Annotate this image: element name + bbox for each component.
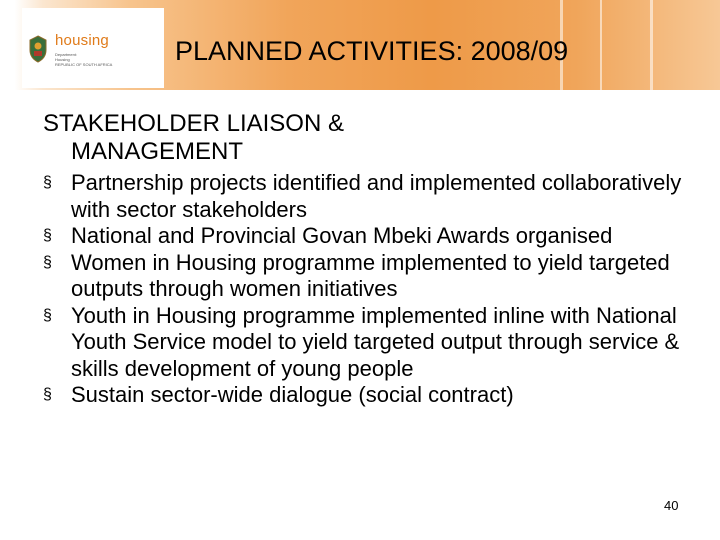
bullet-marker: § — [43, 306, 52, 324]
bullet-text: Women in Housing programme implemented to yield targeted outputs through women initiatives — [71, 249, 670, 301]
list-item — [43, 223, 693, 250]
logo-subtext: Department: — [55, 52, 78, 57]
section-heading-line: STAKEHOLDER LIAISON & — [43, 110, 344, 137]
bullet-text: Partnership projects identified and implemented collaboratively with sector stakeholders — [71, 170, 682, 222]
list-item — [43, 170, 693, 223]
bullet-marker: § — [43, 174, 52, 191]
list-item — [43, 382, 693, 409]
logo-wordmark: housing — [55, 32, 109, 49]
list-item — [43, 303, 693, 383]
section-heading-line: MANAGEMENT — [71, 138, 244, 165]
list-item — [43, 250, 693, 303]
section-heading — [43, 110, 683, 166]
bullet-marker: § — [43, 253, 52, 271]
bullet-text: Sustain sector-wide dialogue (social contract) — [71, 382, 514, 407]
department-logo — [22, 8, 164, 88]
header-stripe — [600, 0, 602, 90]
page-number: 40 — [664, 498, 679, 513]
bullet-list — [43, 170, 693, 409]
coat-of-arms-icon — [26, 34, 50, 64]
bullet-marker: § — [43, 386, 52, 403]
header-stripe — [650, 0, 653, 90]
logo-subtext: Housing — [55, 57, 70, 62]
slide-title: PLANNED ACTIVITIES: 2008/09 — [175, 36, 569, 66]
bullet-text: National and Provincial Govan Mbeki Awards organised — [71, 223, 613, 248]
bullet-text: Youth in Housing programme implemented inline with National Youth Service model to yield targeted output through service & skills development of young people — [71, 302, 680, 381]
logo-subtext: REPUBLIC OF SOUTH AFRICA — [55, 62, 113, 67]
bullet-marker: § — [43, 227, 52, 244]
